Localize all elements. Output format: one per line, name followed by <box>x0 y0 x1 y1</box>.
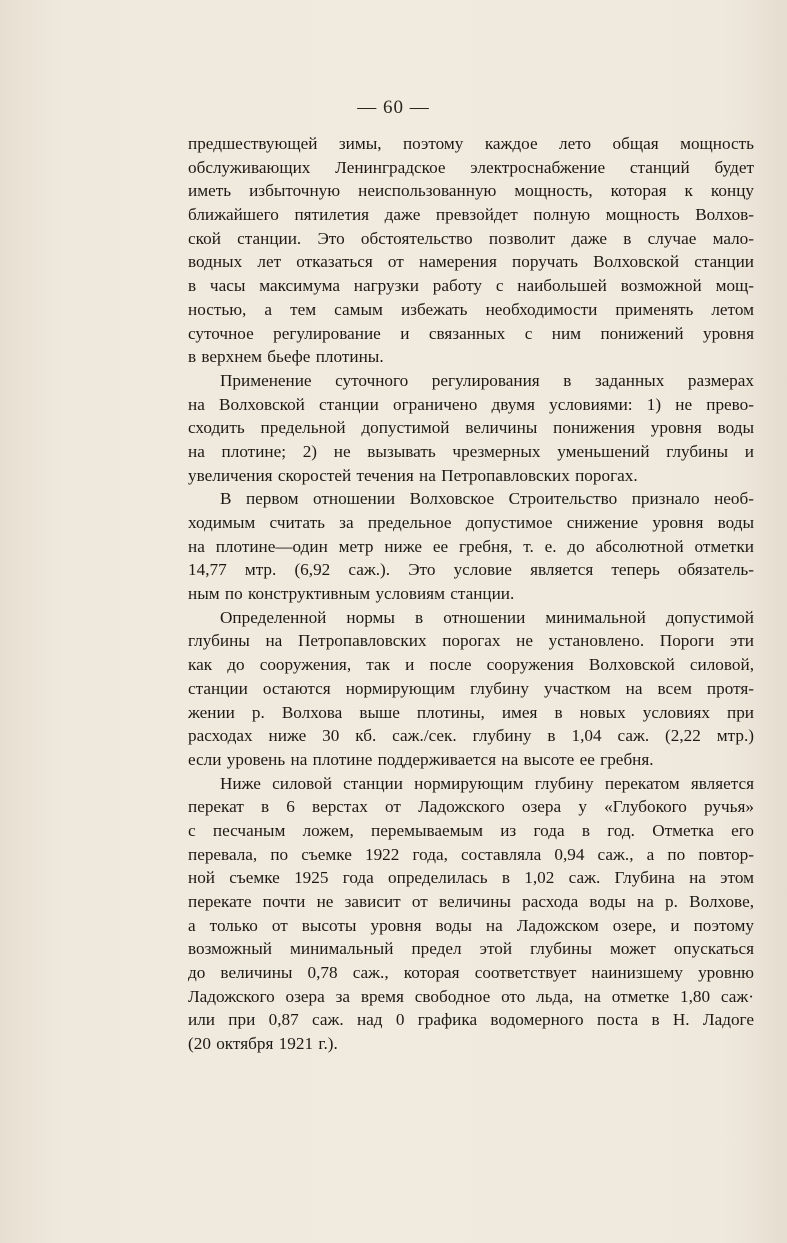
paragraph-5 <box>188 772 754 1056</box>
text-line: на плотине; 2) не вызывать чрезмерных уменьшений глубины и <box>188 441 754 461</box>
text-line: как до сооружения, так и после сооружения Волховской силовой, <box>188 655 754 675</box>
text-line: глубины на Петропавловских порогах не установлено. Пороги эти <box>188 631 754 651</box>
text-line: увеличения скоростей течения на Петропавловских порогах. <box>188 465 638 485</box>
text-line: В первом отношении Волховское Строительство признало необ- <box>220 489 754 509</box>
text-line: перевала, по съемке 1922 года, составляла 0,94 саж., а по повтор- <box>188 844 754 864</box>
text-line: иметь избыточную неиспользованную мощность, которая к концу <box>188 181 754 201</box>
text-line: перекат в 6 верстах от Ладожского озера у «Глубокого ручья» <box>188 797 754 817</box>
text-line: (20 октября 1921 г.). <box>188 1034 338 1054</box>
page-number: — 60 — <box>357 97 430 118</box>
text-line: суточное регулирование и связанных с ним понижений уровня <box>188 323 754 343</box>
text-line: а только от высоты уровня воды на Ладожском озере, и поэтому <box>188 915 754 935</box>
text-line: Ниже силовой станции нормирующим глубину перекатом является <box>220 773 754 793</box>
text-line: перекате почти не зависит от величины расхода воды на р. Волхове, <box>188 892 754 911</box>
text-line: обслуживающих Ленинградское электроснабжение станций будет <box>188 157 754 177</box>
paragraph-4 <box>188 606 754 772</box>
paragraph-2 <box>188 369 754 487</box>
text-line: до величины 0,78 саж., которая соответствует наинизшему уровню <box>188 963 754 983</box>
text-line: предшествующей зимы, поэтому каждое лето общая мощность <box>188 134 754 153</box>
text-line: ходимым считать за предельное допустимое снижение уровня воды <box>188 513 754 532</box>
text-line: 14,77 мтр. (6,92 саж.). Это условие является теперь обязатель- <box>188 560 754 580</box>
text-line: если уровень на плотине поддерживается на высоте ее гребня. <box>188 749 654 769</box>
text-line: расходах ниже 30 кб. саж./сек. глубину в 1,04 саж. (2,22 мтр.) <box>188 726 754 746</box>
text-line: ской станции. Это обстоятельство позволит даже в случае мало- <box>188 228 754 248</box>
text-line: ным по конструктивным условиям станции. <box>188 584 515 604</box>
text-line: ной съемке 1925 года определилась в 1,02 саж. Глубина на этом <box>188 868 754 888</box>
text-line: Определенной нормы в отношении минимальной допустимой <box>220 607 754 627</box>
text-line: станции остаются нормирующим глубину участком на всем протя- <box>188 678 754 698</box>
text-line: в часы максимума нагрузки работу с наибольшей возможной мощ- <box>188 276 754 296</box>
text-line: ностью, а тем самым избежать необходимости применять летом <box>188 299 754 319</box>
text-line: ближайшего пятилетия даже превзойдет полную мощность Волхов- <box>188 205 754 225</box>
paragraph-3 <box>188 487 754 605</box>
text-line: водных лет отказаться от намерения поручать Волховской станции <box>188 252 754 272</box>
body-text <box>188 132 754 1056</box>
text-line: возможный минимальный предел этой глубины может опускаться <box>188 939 754 959</box>
text-line: или при 0,87 саж. над 0 графика водомерного поста в Н. Ладоге <box>188 1010 754 1030</box>
text-line: Ладожского озера за время свободное ото льда, на отметке 1,80 саж· <box>188 986 754 1006</box>
text-line: на Волховской станции ограничено двумя условиями: 1) не прево- <box>188 394 754 414</box>
text-line: сходить предельной допустимой величины понижения уровня воды <box>188 418 754 438</box>
paragraph-1 <box>188 132 754 369</box>
text-line: в верхнем бьефе плотины. <box>188 347 384 367</box>
text-line: жении р. Волхова выше плотины, имея в новых условиях при <box>188 702 754 722</box>
text-line: с песчаным ложем, перемываемым из года в год. Отметка его <box>188 820 754 840</box>
text-line: на плотине—один метр ниже ее гребня, т. е. до абсолютной отметки <box>188 536 754 556</box>
text-line: Применение суточного регулирования в заданных размерах <box>220 370 754 390</box>
